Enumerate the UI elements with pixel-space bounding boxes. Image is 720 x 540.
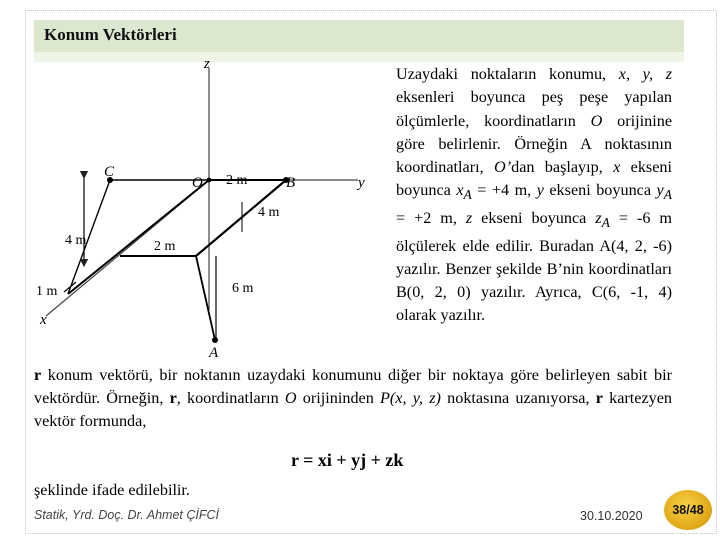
dim-2m-mid-label: 2 m — [154, 239, 176, 254]
point-O-dot — [207, 178, 212, 183]
dim-2m-top-label: 2 m — [226, 173, 248, 188]
intro-paragraph: Uzaydaki noktaların konumu, x, y, z eksenleri boyunca peş peşe yapılan ölçümlerle, koordinatların O orijinine göre belirlenir. Örneğin A noktasının koordinatları, O’dan başlayıp, x ekseni boyunca $x_A = +4$ m, y ekseni boyunca $y_A = +2$ m, z ekseni boyunca $z_A = -6$ m ölçülerek elde edilir. Buradan A(4, 2, -6) yazılır. Benzer şekilde B’nin koordinatları B(0, 2, 0) yazılır. Ayrıca, C(6, -1, 4) olarak yazılır. — [396, 65, 672, 325]
axis-x-label: x — [40, 312, 47, 328]
footer-date: 30.10.2020 — [580, 509, 643, 523]
point-A-label: A — [209, 345, 219, 361]
axis-y-label: y — [358, 175, 365, 191]
closing-text: şeklinde ifade edilebilir. — [34, 481, 190, 499]
dim-4m-right-label: 4 m — [258, 205, 280, 220]
dim-1m-label: 1 m — [36, 284, 58, 299]
segment-6m-down — [196, 256, 215, 340]
dim-4m-left-label: 4 m — [65, 233, 87, 248]
origin-label: O — [192, 175, 203, 191]
footer-author: Statik, Yrd. Doç. Dr. Ahmet ÇİFCİ — [34, 508, 219, 522]
axis-z-label: z — [204, 56, 210, 72]
point-B-label: B — [286, 175, 296, 191]
coordinate-figure — [28, 54, 388, 364]
slide-title: Konum Vektörleri — [44, 25, 177, 44]
dim-6m-label: 6 m — [232, 281, 254, 296]
position-vector-equation: r = xi + yj + zk — [291, 450, 404, 470]
point-C-label: C — [104, 164, 115, 180]
point-A-dot — [212, 337, 218, 343]
page-number-badge: 38/48 — [664, 490, 712, 530]
definition-paragraph: r konum vektörü, bir noktanın uzaydaki konumunu diğer bir noktaya göre belirleyen sabit bir vektördür. Örneğin, r, koordinatların O orijininden P(x, y, z) noktasına uzanıyorsa, r kartezyen vektör formunda, — [34, 366, 673, 430]
